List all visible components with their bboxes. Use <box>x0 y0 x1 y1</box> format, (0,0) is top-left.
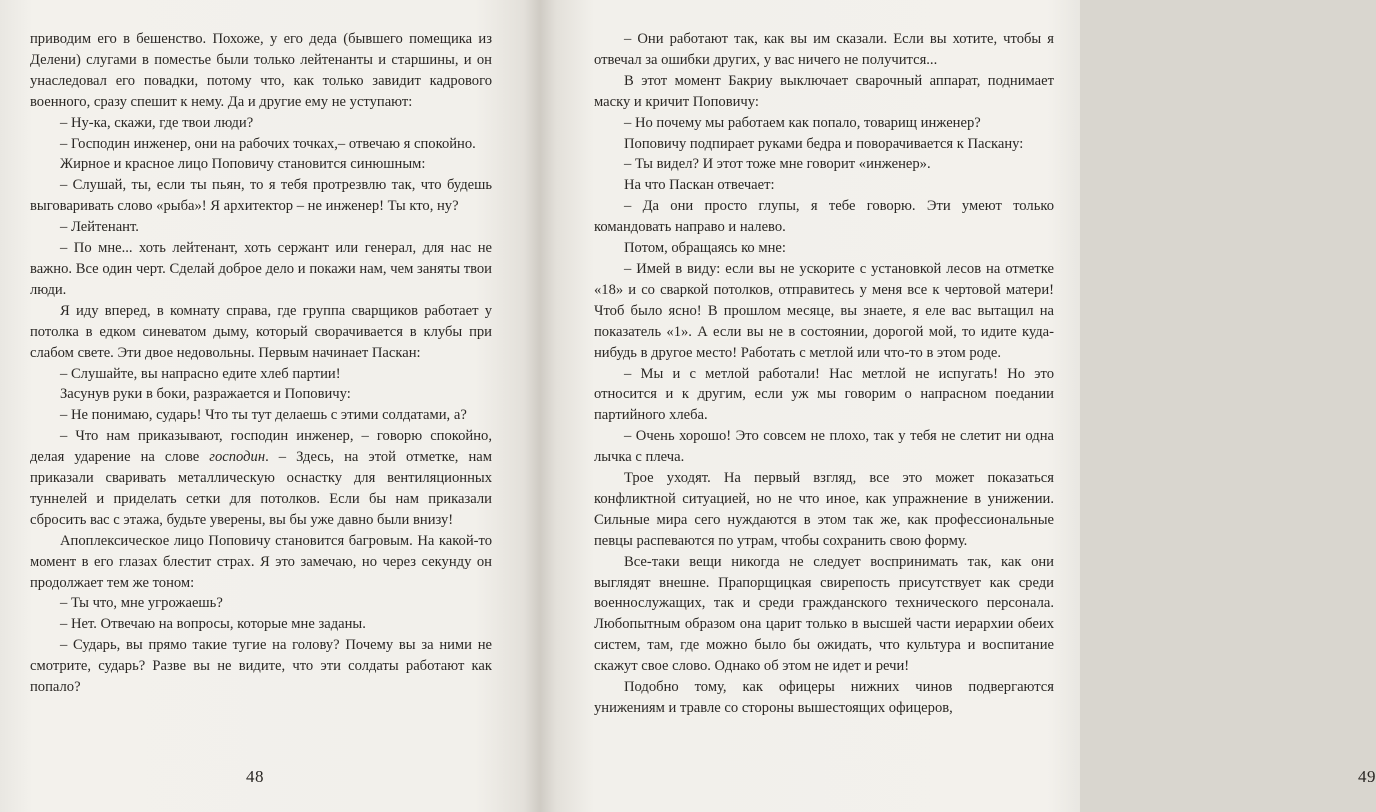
paragraph: На что Паскан отвечает: <box>624 177 775 194</box>
paragraph: – Не понимаю, сударь! Что ты тут делаешь с этими солдатами, а? <box>60 407 467 424</box>
left-page-text <box>30 29 492 698</box>
paragraph: – По мне... хоть лейтенант, хоть сержант или генерал, для нас не важно. Все один черт. Сделай доброе дело и покажи нам, чем заняты твои люди. <box>30 240 492 298</box>
paragraph: – Мы и с метлой работали! Нас метлой не испугать! Но это относится и к другим, если уж мы говорим о напрасном поедании партийного хлеба. <box>594 365 1054 424</box>
paragraph: В этот момент Бакриу выключает сварочный аппарат, поднимает маску и кричит Поповичу: <box>594 72 1054 110</box>
paragraph: – Ты видел? И этот тоже мне говорит «инженер». <box>624 156 931 173</box>
paragraph: – Сударь, вы прямо такие тугие на голову? Почему вы за ними не смотрите, сударь? Разве вы не видите, что эти солдаты работают как попало? <box>30 637 492 696</box>
paragraph: – Но почему мы работаем как попало, товарищ инженер? <box>624 114 981 131</box>
paragraph: Засунув руки в боки, разражается и Поповичу: <box>60 386 351 403</box>
paragraph: Апоплексическое лицо Поповичу становится багровым. На какой-то момент в его глазах блестит страх. Я это замечаю, но через секунду он продолжает тем же тоном: <box>30 532 492 591</box>
page-number-right: 49 <box>1358 767 1376 786</box>
paragraph: приводим его в бешенство. Похоже, у его деда (бывшего помещика из Делени) слугами в поместье были только лейтенанты и старшины, и он унаследовал его повадки, потому что, как только завидит кадрового военного, сразу спешит к нему. Да и другие ему не уступают: <box>30 31 492 110</box>
paragraph: – Очень хорошо! Это совсем не плохо, так у тебя не слетит ни одна лычка с плеча. <box>594 428 1054 466</box>
paragraph: Поповичу подпирает руками бедра и поворачивается к Паскану: <box>624 135 1024 152</box>
paragraph: – Нет. Отвечаю на вопросы, которые мне заданы. <box>60 616 366 633</box>
paragraph: – Да они просто глупы, я тебе говорю. Эти умеют только командовать направо и налево. <box>594 198 1054 236</box>
paragraph: – Слушайте, вы напрасно едите хлеб партии! <box>60 365 341 382</box>
paragraph: Я иду вперед, в комнату справа, где группа сварщиков работает у потолка в едком синеватом дыму, который сворачивается в клубы при слабом свете. Эти двое недовольны. Первым начинает Паскан: <box>30 302 492 361</box>
paragraph: – Ты что, мне угрожаешь? <box>60 595 223 612</box>
paragraph: – Лейтенант. <box>60 219 139 236</box>
paragraph: – Ну-ка, скажи, где твои люди? <box>60 114 254 131</box>
page-number-left: 48 <box>246 767 264 786</box>
paragraph-text: – Что нам приказывают, господин инженер, – говорю спокойно, делая ударение на слове <box>30 428 492 466</box>
paragraph-text: . – Здесь, на этой отметке, нам приказали сваривать металлическую оснастку для вентиляционных туннелей и приделать сетки для потолков. Если бы нам приказали сбросить вас с этажа, будьте уверены, вы бы уже давно были внизу! <box>30 449 492 528</box>
paragraph: Потом, обращаясь ко мне: <box>624 240 786 257</box>
right-page-text <box>594 29 1054 719</box>
emphasis: господин <box>209 449 266 466</box>
left-page <box>0 0 540 812</box>
paragraph: Все-таки вещи никогда не следует воспринимать так, как они выглядят внешне. Прапорщицкая свирепость присутствует как среди военнослужащих, так и среди гражданского технического персонала. Любопытным образом она царит только в высшей части иерархии обеих систем, там, где можно было бы ожидать, что культура и воспитание скажут свое слово. Однако об этом не идет и речи! <box>594 553 1054 675</box>
paragraph: Жирное и красное лицо Поповичу становится синюшным: <box>60 156 426 173</box>
paragraph: Подобно тому, как офицеры нижних чинов подвергаются унижениям и травле со стороны вышестоящих офицеров, <box>594 679 1054 716</box>
paragraph: Трое уходят. На первый взгляд, все это может показаться конфликтной ситуацией, но не что иное, как упражнение в унижении. Сильные мира сего нуждаются в этом так же, как профессиональные певцы распеваются по утрам, чтобы сохранить свою форму. <box>594 470 1054 549</box>
paragraph: – Слушай, ты, если ты пьян, то я тебя протрезвлю так, что будешь выговаривать слово «рыба»! Я архитектор – не инженер! Ты кто, ну? <box>30 177 492 215</box>
paragraph <box>30 426 492 531</box>
paragraph: – Имей в виду: если вы не ускорите с установкой лесов на отметке «18» и со сваркой потолков, отправитесь у меня все к чертовой матери! Чтоб было ясно! В прошлом месяце, вы знаете, я еле вас вытащил на показатель «1». А если вы не в состоянии, дорогой мой, то идите куда-нибудь в другое место! Работать с метлой или что-то в этом роде. <box>594 260 1054 361</box>
paragraph: – Господин инженер, они на рабочих точках,– отвечаю я спокойно. <box>60 135 476 152</box>
paragraph: – Они работают так, как вы им сказали. Если вы хотите, чтобы я отвечал за ошибки других, у вас ничего не получится... <box>594 31 1054 68</box>
